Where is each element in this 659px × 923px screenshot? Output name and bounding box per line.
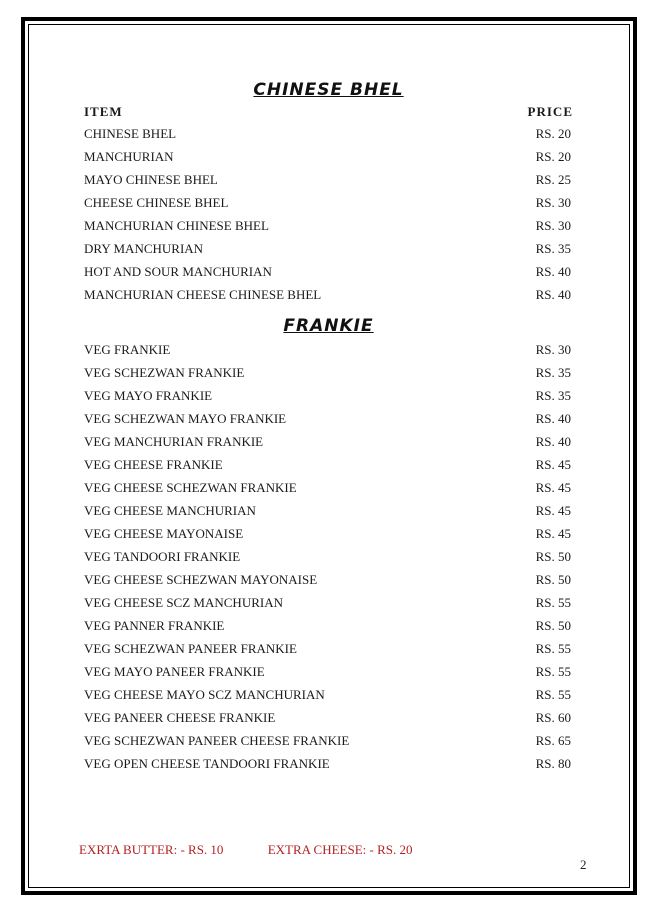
menu-item-price: RS. 45 xyxy=(535,457,571,472)
menu-item-name: MANCHURIAN xyxy=(84,149,174,164)
menu-item-name: VEG SCHEZWAN PANEER CHEESE FRANKIE xyxy=(84,733,350,748)
menu-item-name: VEG PANEER CHEESE FRANKIE xyxy=(84,710,276,725)
menu-item-name: MANCHURIAN CHINESE BHEL xyxy=(84,218,269,233)
section-title-frankie: FRANKIE xyxy=(283,316,374,336)
menu-item-price: RS. 55 xyxy=(535,687,571,702)
menu-item-price: RS. 55 xyxy=(535,595,571,610)
menu-item-row xyxy=(84,237,573,260)
menu-item-row xyxy=(84,476,573,499)
menu-item-price: RS. 40 xyxy=(535,287,571,302)
menu-item-row xyxy=(84,591,573,614)
menu-item-price: RS. 55 xyxy=(535,664,571,679)
menu-item-row xyxy=(84,729,573,752)
menu-item-price: RS. 30 xyxy=(535,342,571,357)
menu-item-name: VEG MANCHURIAN FRANKIE xyxy=(84,434,264,449)
menu-item-price: RS. 50 xyxy=(535,572,571,587)
footer-extras xyxy=(79,842,454,858)
menu-item-name: VEG CHEESE MAYO SCZ MANCHURIAN xyxy=(84,687,325,702)
menu-item-row xyxy=(84,614,573,637)
menu-item-price: RS. 60 xyxy=(535,710,571,725)
menu-item-row xyxy=(84,499,573,522)
menu-item-row xyxy=(84,660,573,683)
menu-item-row xyxy=(84,122,573,145)
menu-item-price: RS. 40 xyxy=(535,434,571,449)
menu-item-row xyxy=(84,522,573,545)
menu-item-price: RS. 65 xyxy=(535,733,571,748)
frankie-list xyxy=(84,338,573,775)
page-number: 2 xyxy=(580,857,587,872)
menu-item-price: RS. 30 xyxy=(535,218,571,233)
item-column-header: ITEM xyxy=(84,104,123,119)
menu-item-price: RS. 20 xyxy=(535,149,571,164)
menu-item-name: VEG MAYO PANEER FRANKIE xyxy=(84,664,265,679)
menu-item-row xyxy=(84,361,573,384)
menu-item-price: RS. 35 xyxy=(535,365,571,380)
menu-item-row xyxy=(84,545,573,568)
menu-item-name: VEG PANNER FRANKIE xyxy=(84,618,225,633)
menu-item-name: VEG CHEESE SCHEZWAN FRANKIE xyxy=(84,480,297,495)
column-header-row xyxy=(84,102,573,122)
menu-item-name: VEG CHEESE MAYONAISE xyxy=(84,526,244,541)
menu-item-row xyxy=(84,453,573,476)
section-title-chinese-bhel: CHINESE BHEL xyxy=(253,80,404,100)
menu-item-name: VEG TANDOORI FRANKIE xyxy=(84,549,241,564)
menu-item-name: VEG MAYO FRANKIE xyxy=(84,388,213,403)
menu-item-name: VEG SCHEZWAN FRANKIE xyxy=(84,365,245,380)
menu-item-row xyxy=(84,706,573,729)
menu-item-price: RS. 40 xyxy=(535,264,571,279)
menu-item-price: RS. 45 xyxy=(535,480,571,495)
menu-item-name: VEG SCHEZWAN MAYO FRANKIE xyxy=(84,411,287,426)
menu-item-row xyxy=(84,168,573,191)
menu-item-row xyxy=(84,752,573,775)
menu-item-price: RS. 40 xyxy=(535,411,571,426)
menu-item-row xyxy=(84,683,573,706)
menu-item-price: RS. 30 xyxy=(535,195,571,210)
price-column-header: PRICE xyxy=(527,104,573,119)
menu-item-price: RS. 35 xyxy=(535,388,571,403)
menu-item-row xyxy=(84,338,573,361)
menu-content xyxy=(84,78,573,775)
menu-item-name: MANCHURIAN CHEESE CHINESE BHEL xyxy=(84,287,322,302)
menu-item-price: RS. 35 xyxy=(535,241,571,256)
menu-item-name: MAYO CHINESE BHEL xyxy=(84,172,218,187)
menu-item-price: RS. 45 xyxy=(535,503,571,518)
menu-item-name: VEG CHEESE MANCHURIAN xyxy=(84,503,256,518)
menu-item-name: VEG FRANKIE xyxy=(84,342,171,357)
menu-item-price: RS. 80 xyxy=(535,756,571,771)
menu-item-name: VEG CHEESE SCZ MANCHURIAN xyxy=(84,595,283,610)
menu-item-name: HOT AND SOUR MANCHURIAN xyxy=(84,264,272,279)
extra-butter-note: EXRTA BUTTER: - RS. 10 xyxy=(79,842,224,857)
extra-cheese-note: EXTRA CHEESE: - RS. 20 xyxy=(267,842,413,857)
menu-item-row xyxy=(84,384,573,407)
menu-item-row xyxy=(84,568,573,591)
menu-item-price: RS. 45 xyxy=(535,526,571,541)
menu-item-name: CHEESE CHINESE BHEL xyxy=(84,195,229,210)
menu-item-price: RS. 25 xyxy=(535,172,571,187)
menu-item-name: DRY MANCHURIAN xyxy=(84,241,204,256)
menu-item-name: VEG CHEESE FRANKIE xyxy=(84,457,223,472)
menu-item-name: VEG OPEN CHEESE TANDOORI FRANKIE xyxy=(84,756,330,771)
menu-item-row xyxy=(84,637,573,660)
menu-item-row xyxy=(84,191,573,214)
menu-item-price: RS. 20 xyxy=(535,126,571,141)
menu-item-price: RS. 55 xyxy=(535,641,571,656)
menu-item-row xyxy=(84,430,573,453)
menu-item-name: VEG CHEESE SCHEZWAN MAYONAISE xyxy=(84,572,318,587)
chinese-bhel-list xyxy=(84,122,573,306)
menu-item-name: CHINESE BHEL xyxy=(84,126,177,141)
menu-item-row xyxy=(84,214,573,237)
menu-item-row xyxy=(84,145,573,168)
menu-item-name: VEG SCHEZWAN PANEER FRANKIE xyxy=(84,641,297,656)
menu-item-row xyxy=(84,283,573,306)
menu-item-price: RS. 50 xyxy=(535,618,571,633)
menu-item-row xyxy=(84,407,573,430)
menu-item-price: RS. 50 xyxy=(535,549,571,564)
menu-item-row xyxy=(84,260,573,283)
